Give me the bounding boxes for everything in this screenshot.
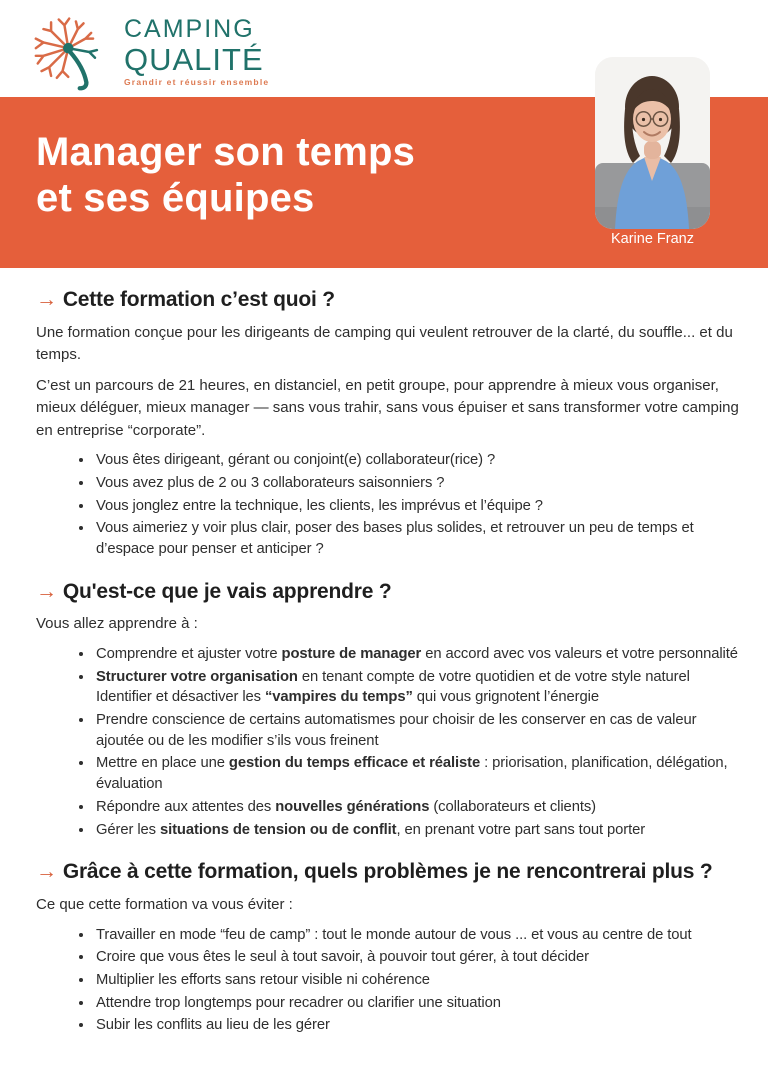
bullet-item <box>94 473 740 494</box>
page-title-line1: Manager son temps <box>36 130 416 174</box>
trainer-photo <box>595 57 710 229</box>
bullet-item <box>94 450 740 471</box>
text: Vous jonglez entre la technique, les clients, les imprévus et l’équipe ? <box>96 497 543 514</box>
bullet-list <box>36 925 740 1037</box>
text: Vous avez plus de 2 ou 3 collaborateurs saisonniers ? <box>96 474 445 491</box>
bullet-item <box>94 797 740 818</box>
bold-text: gestion du temps efficace et réaliste <box>228 755 481 772</box>
section-what-will-i-learn <box>0 578 768 841</box>
text: Subir les conflits au lieu de les gérer <box>96 1017 330 1034</box>
arrow-icon: → <box>36 288 57 311</box>
section-intro: Vous allez apprendre à : <box>36 615 198 633</box>
text: Comprendre et ajuster votre <box>96 645 282 662</box>
section-heading <box>36 286 740 314</box>
text: Vous êtes dirigeant, gérant ou conjoint(e) collaborateur(rice) ? <box>96 452 496 469</box>
section-heading <box>36 858 740 886</box>
text: , en prenant votre part sans tout porter <box>396 821 646 838</box>
bullet-item <box>94 1015 740 1036</box>
header <box>26 10 269 96</box>
text: Mettre en place une <box>96 755 229 772</box>
bold-text: “vampires du temps” <box>265 689 413 706</box>
text: en accord avec vos valeurs et votre personnalité <box>421 645 738 662</box>
logo-text-camping: CAMPING <box>124 15 255 44</box>
page-title-line2: et ses équipes <box>36 176 315 221</box>
section-heading-text: Grâce à cette formation, quels problèmes je ne rencontrerai plus ? <box>62 860 713 884</box>
paragraph: Une formation conçue pour les dirigeants de camping qui veulent retrouver de la clarté, du souffle... et du temps. <box>36 323 733 364</box>
bullet-item <box>94 925 740 946</box>
trainer-name: Karine Franz <box>610 231 694 247</box>
bullet-item <box>94 970 740 991</box>
trainer-photo-illustration <box>595 57 710 229</box>
section-heading <box>36 578 740 606</box>
bullet-item <box>94 753 740 794</box>
section-problems-avoided <box>0 858 768 1036</box>
text: Identifier et désactiver les <box>96 689 265 706</box>
bullet-item <box>94 710 740 751</box>
camping-qualite-logo <box>26 10 269 94</box>
text: Croire que vous êtes le seul à tout savoir, à pouvoir tout gérer, à tout décider <box>96 949 589 966</box>
text: : priorisation, planification, délégation, évaluation <box>96 755 728 793</box>
text: qui vous grignotent l’énergie <box>412 689 599 706</box>
logo-text <box>124 17 269 87</box>
section-heading-text: Cette formation c’est quoi ? <box>62 288 335 311</box>
section-heading-text: Qu'est-ce que je vais apprendre ? <box>62 579 392 603</box>
dandelion-icon <box>26 10 122 94</box>
logo-tagline: Grandir et réussir ensemble <box>124 77 270 88</box>
bullet-item <box>94 993 740 1014</box>
section-what-is-it <box>0 286 768 560</box>
text: Vous aimeriez y voir plus clair, poser des bases plus solides, et retrouver un peu de temps et d’espace pour penser et anticiper ? <box>96 520 694 558</box>
bullet-item <box>94 644 740 665</box>
bold-text: posture de manager <box>281 645 422 662</box>
section-intro: Ce que cette formation va vous éviter : <box>36 896 293 913</box>
bullet-item <box>94 518 740 559</box>
page-title <box>36 129 415 222</box>
bullet-item <box>94 820 740 841</box>
text: Gérer les <box>96 821 160 838</box>
text: Répondre aux attentes des <box>96 798 276 815</box>
bullet-list <box>36 450 740 560</box>
bold-text: Structurer votre organisation <box>96 668 298 685</box>
bullet-item <box>94 667 740 708</box>
bullet-item <box>94 947 740 968</box>
bullet-item <box>94 496 740 517</box>
text: Multiplier les efforts sans retour visible ni cohérence <box>96 971 430 988</box>
text: en tenant compte de votre quotidien et de votre style naturel <box>297 668 690 685</box>
bold-text: nouvelles générations <box>275 798 430 815</box>
paragraph: C’est un parcours de 21 heures, en distanciel, en petit groupe, pour apprendre à mieux vous organiser, mieux déléguer, mieux manager — sans vous trahir, sans vous épuiser et sans transformer votre camping en entreprise “corporate”. <box>36 376 739 439</box>
arrow-icon: → <box>36 579 57 603</box>
content <box>0 268 768 1038</box>
arrow-icon: → <box>36 860 57 884</box>
text: (collaborateurs et clients) <box>429 798 596 815</box>
bullet-list <box>36 644 740 840</box>
text: Attendre trop longtemps pour recadrer ou clarifier une situation <box>96 994 501 1011</box>
bold-text: situations de tension ou de conflit <box>159 821 397 838</box>
logo-text-qualite: QUALITÉ <box>124 42 264 78</box>
text: Travailler en mode “feu de camp” : tout le monde autour de vous ... et vous au centre de tout <box>96 926 692 943</box>
text: Prendre conscience de certains automatismes pour choisir de les conserver en cas de valeur ajoutée ou de les modifier s’ils vous freinent <box>96 712 697 749</box>
